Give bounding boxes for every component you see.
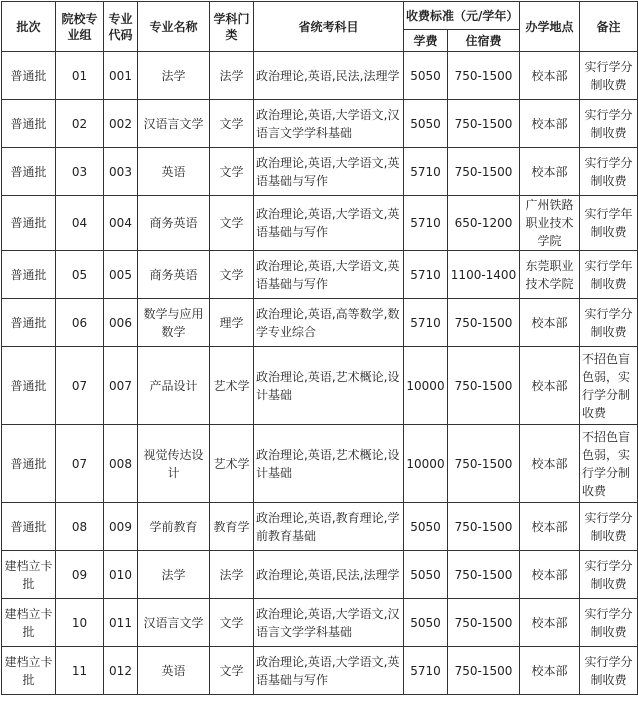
cell-code: 009 (104, 503, 138, 551)
cell-tuition: 5710 (404, 299, 448, 347)
cell-location: 校本部 (520, 503, 580, 551)
cell-code: 011 (104, 599, 138, 647)
cell-batch: 普通批 (2, 347, 56, 425)
cell-category: 艺术学 (210, 425, 254, 503)
cell-location: 校本部 (520, 599, 580, 647)
table-header-row (2, 2, 638, 30)
header-tuition: 学费 (404, 30, 448, 52)
table-row (2, 196, 638, 251)
cell-name: 数学与应用数学 (138, 299, 210, 347)
cell-tuition: 5050 (404, 100, 448, 148)
cell-category: 艺术学 (210, 347, 254, 425)
cell-name: 法学 (138, 551, 210, 599)
cell-category: 教育学 (210, 503, 254, 551)
cell-group: 04 (56, 196, 104, 251)
cell-location: 校本部 (520, 299, 580, 347)
header-remark: 备注 (580, 2, 638, 52)
cell-exam: 政治理论,英语,民法,法理学 (254, 551, 404, 599)
cell-remark: 实行学分制收费 (580, 551, 638, 599)
cell-remark: 实行学年制收费 (580, 196, 638, 251)
cell-category: 文学 (210, 599, 254, 647)
table-row (2, 148, 638, 196)
cell-category: 文学 (210, 148, 254, 196)
cell-lodging: 650-1200 (448, 196, 520, 251)
cell-exam: 政治理论,英语,艺术概论,设计基础 (254, 347, 404, 425)
cell-location: 东莞职业技术学院 (520, 251, 580, 299)
cell-category: 理学 (210, 299, 254, 347)
cell-batch: 普通批 (2, 52, 56, 100)
cell-code: 006 (104, 299, 138, 347)
table-row (2, 551, 638, 599)
cell-code: 012 (104, 647, 138, 695)
cell-remark: 不招色盲色弱，实行学分制收费 (580, 347, 638, 425)
table-row (2, 647, 638, 695)
cell-group: 06 (56, 299, 104, 347)
header-category: 学科门类 (210, 2, 254, 52)
table-row (2, 251, 638, 299)
header-fee-standard: 收费标准（元/学年） (404, 2, 520, 30)
header-exam: 省统考科目 (254, 2, 404, 52)
cell-group: 01 (56, 52, 104, 100)
cell-batch: 建档立卡批 (2, 551, 56, 599)
cell-remark: 实行学年制收费 (580, 251, 638, 299)
cell-group: 02 (56, 100, 104, 148)
header-batch: 批次 (2, 2, 56, 52)
cell-category: 法学 (210, 52, 254, 100)
cell-name: 法学 (138, 52, 210, 100)
cell-code: 008 (104, 425, 138, 503)
cell-category: 文学 (210, 647, 254, 695)
cell-code: 001 (104, 52, 138, 100)
cell-location: 广州铁路职业技术学院 (520, 196, 580, 251)
cell-code: 002 (104, 100, 138, 148)
cell-remark: 实行学分制收费 (580, 503, 638, 551)
cell-group: 11 (56, 647, 104, 695)
cell-tuition: 5710 (404, 196, 448, 251)
cell-name: 汉语言文学 (138, 100, 210, 148)
cell-tuition: 5050 (404, 599, 448, 647)
cell-name: 商务英语 (138, 196, 210, 251)
cell-lodging: 750-1500 (448, 347, 520, 425)
cell-location: 校本部 (520, 347, 580, 425)
cell-location: 校本部 (520, 148, 580, 196)
cell-code: 010 (104, 551, 138, 599)
cell-name: 视觉传达设计 (138, 425, 210, 503)
cell-location: 校本部 (520, 52, 580, 100)
cell-category: 文学 (210, 100, 254, 148)
cell-group: 07 (56, 347, 104, 425)
cell-lodging: 750-1500 (448, 299, 520, 347)
cell-category: 文学 (210, 251, 254, 299)
cell-remark: 实行学分制收费 (580, 100, 638, 148)
cell-exam: 政治理论,英语,大学语文,英语基础与写作 (254, 251, 404, 299)
cell-group: 07 (56, 425, 104, 503)
cell-exam: 政治理论,英语,民法,法理学 (254, 52, 404, 100)
header-group: 院校专业组 (56, 2, 104, 52)
cell-code: 004 (104, 196, 138, 251)
cell-remark: 实行学分制收费 (580, 148, 638, 196)
cell-exam: 政治理论,英语,大学语文,汉语言文学学科基础 (254, 599, 404, 647)
cell-lodging: 750-1500 (448, 425, 520, 503)
cell-group: 10 (56, 599, 104, 647)
cell-exam: 政治理论,英语,教育理论,学前教育基础 (254, 503, 404, 551)
cell-category: 法学 (210, 551, 254, 599)
cell-exam: 政治理论,英语,大学语文,汉语言文学学科基础 (254, 100, 404, 148)
cell-tuition: 5050 (404, 551, 448, 599)
cell-batch: 建档立卡批 (2, 599, 56, 647)
cell-lodging: 750-1500 (448, 148, 520, 196)
cell-location: 校本部 (520, 425, 580, 503)
cell-category: 文学 (210, 196, 254, 251)
cell-exam: 政治理论,英语,大学语文,英语基础与写作 (254, 196, 404, 251)
header-location: 办学地点 (520, 2, 580, 52)
cell-batch: 普通批 (2, 425, 56, 503)
table-row (2, 52, 638, 100)
cell-group: 05 (56, 251, 104, 299)
cell-name: 产品设计 (138, 347, 210, 425)
cell-batch: 普通批 (2, 148, 56, 196)
cell-lodging: 750-1500 (448, 599, 520, 647)
cell-name: 学前教育 (138, 503, 210, 551)
cell-tuition: 5710 (404, 148, 448, 196)
cell-location: 校本部 (520, 551, 580, 599)
cell-exam: 政治理论,英语,艺术概论,设计基础 (254, 425, 404, 503)
cell-location: 校本部 (520, 647, 580, 695)
cell-group: 09 (56, 551, 104, 599)
cell-exam: 政治理论,英语,大学语文,英语基础与写作 (254, 647, 404, 695)
cell-batch: 普通批 (2, 100, 56, 148)
cell-group: 03 (56, 148, 104, 196)
table-row (2, 299, 638, 347)
header-lodging: 住宿费 (448, 30, 520, 52)
cell-location: 校本部 (520, 100, 580, 148)
table-row (2, 100, 638, 148)
cell-batch: 普通批 (2, 196, 56, 251)
table-row (2, 599, 638, 647)
cell-lodging: 750-1500 (448, 647, 520, 695)
cell-remark: 不招色盲色弱，实行学分制收费 (580, 425, 638, 503)
cell-tuition: 5050 (404, 52, 448, 100)
cell-name: 商务英语 (138, 251, 210, 299)
admission-table (1, 1, 638, 695)
cell-batch: 普通批 (2, 503, 56, 551)
cell-batch: 普通批 (2, 299, 56, 347)
cell-code: 003 (104, 148, 138, 196)
cell-remark: 实行学分制收费 (580, 647, 638, 695)
table-row (2, 347, 638, 425)
cell-lodging: 750-1500 (448, 551, 520, 599)
header-name: 专业名称 (138, 2, 210, 52)
cell-name: 汉语言文学 (138, 599, 210, 647)
header-code: 专业代码 (104, 2, 138, 52)
cell-name: 英语 (138, 647, 210, 695)
cell-lodging: 1100-1400 (448, 251, 520, 299)
cell-batch: 普通批 (2, 251, 56, 299)
cell-remark: 实行学分制收费 (580, 299, 638, 347)
cell-code: 007 (104, 347, 138, 425)
cell-code: 005 (104, 251, 138, 299)
cell-lodging: 750-1500 (448, 52, 520, 100)
table-row (2, 425, 638, 503)
cell-name: 英语 (138, 148, 210, 196)
cell-tuition: 10000 (404, 425, 448, 503)
cell-remark: 实行学分制收费 (580, 52, 638, 100)
cell-remark: 实行学分制收费 (580, 599, 638, 647)
cell-tuition: 5710 (404, 647, 448, 695)
cell-lodging: 750-1500 (448, 100, 520, 148)
table-row (2, 503, 638, 551)
cell-exam: 政治理论,英语,大学语文,英语基础与写作 (254, 148, 404, 196)
cell-tuition: 5710 (404, 251, 448, 299)
cell-tuition: 10000 (404, 347, 448, 425)
cell-group: 08 (56, 503, 104, 551)
cell-exam: 政治理论,英语,高等数学,数学专业综合 (254, 299, 404, 347)
cell-batch: 建档立卡批 (2, 647, 56, 695)
cell-tuition: 5050 (404, 503, 448, 551)
cell-lodging: 750-1500 (448, 503, 520, 551)
